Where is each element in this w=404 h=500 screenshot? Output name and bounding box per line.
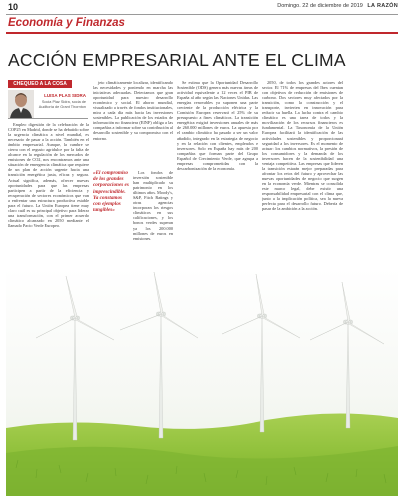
body-column-2 [93, 80, 173, 168]
column-tag: CHEQUEO A LA COSA [8, 80, 72, 88]
body-text: jeto climáticamente localizar, identificando las necesidades y poniendo en marcha las iniciativas adecuadas. Detectamos que gran oportunidad para nuestro desarrollo económico y social. El ahorro mundial, visualizado a través de fondos institucionales, mira a cada día más hacia las inversiones sostenibles. La publicación de los estados de información no financiera (EINF) obliga a las compañías a informar sobre su contribución al desarrollo sostenible y su compromiso con el entorno. [93, 80, 173, 141]
page-number: 10 [8, 2, 19, 12]
author-name: LUISA PLAS SIDRA [44, 93, 86, 98]
newspaper-name: LA RAZÓN [367, 3, 398, 9]
body-column-4 [262, 80, 343, 275]
author-role: Socia Plaz Sidra, socia de Auditoría de Grant Thornton [38, 100, 86, 109]
page-header [6, 2, 398, 14]
section-title: Economía y Finanzas [8, 17, 125, 29]
wind-turbines-photo [6, 268, 398, 496]
issue-date: Domingo. 22 de diciembre de 2019 [277, 3, 363, 9]
article-headline: ACCIÓN EMPRESARIAL ANTE EL CLIMA [8, 50, 346, 70]
body-text: 2050, de todos los grandes actores del sector. El 71% de empresas del Ibex cuentan con objetivos de reducción de emisiones de carbono. Dos sectores muy afectados por la transición, como la construcción y el transporte, invierten en innovación para reducir su huella. La lucha contra el cambio climático es una tarea de todos y la movilización de los recursos financieros es fundamental. La Taxonomía de la Unión Europea facilitará la identificación de las actividades sostenibles y proporcionará seguridad a los inversores. Es el momento de actuar: los cambios normativos, la presión de los consumidores y la demanda de los inversores hacen de la sostenibilidad una ventaja competitiva. Las empresas que lideren la transición estarán mejor preparadas para afrontar los retos del futuro y aprovechar las nuevas oportunidades de negocio que surgen en la economía verde. Mientras se consolida este marco legal, debe existir una responsabilidad empresarial con el clima que, junto a la implicación política, sea la nueva perfecta para el desarrollo futuro. Debería de pasar de la ambición a la acción. [262, 80, 343, 212]
body-column-2b [133, 170, 173, 274]
body-text: Se estima que la Oportunidad Desarrollo Sostenible (ODS) genera más nuevas áreas de actividad equivalente a 12 veces el PIB de España al año según las Naciones Unidas. Las energías renovables ya suponen una parte creciente de la producción eléctrica y la Comisión Europea reservará el 25% de su presupuesto a fines climáticos. La transición energética exigirá inversiones anuales de más de 260.000 millones de euros. La apuesta por el cambio climático ha pasado a ser un valor añadido, integrado en la estrategia de negocio y en la relación con clientes, empleados e inversores. Solo en España hay más de 200 compañías que forman parte del Grupo Español de Crecimiento Verde, que agrupa a empresas comprometidas con la descarbonización de la economía. [177, 80, 258, 171]
author-divider [8, 118, 88, 119]
header-divider [6, 14, 398, 15]
body-text: Los fondos de inversión sostenible han multiplicado su patrimonio en los últimos años. Moody's, S&P, Fitch Ratings y otras agencias incorporan los riesgos climáticos en sus calificaciones, y los bonos verdes superan ya los 200.000 millones de euros en emisiones. [133, 170, 173, 241]
body-column-3 [177, 80, 258, 215]
wind-turbine-icon [6, 268, 398, 496]
section-divider [6, 32, 398, 34]
author-portrait-icon [8, 90, 34, 118]
body-column-1 [8, 122, 89, 275]
header-meta [277, 3, 398, 9]
pull-quote: «El compromiso de los grandes corporaciones es imprescindible. Ya constamos con ejemplos tangibles» [93, 170, 129, 214]
author-avatar [8, 90, 34, 118]
body-text: Empleo digestión de la celebración de la COP25 en Madrid, donde se ha debatido sobre la urgencia climática a nivel mundial, es necesario de pasar a la acción. También en el ámbito empresarial. Aunque, la cumbre se cierra con el regusto agridulce por la falta de alcance en la regulación de los mercados de emisiones de CO2, nos encontramos ante una situación de emergencia climática que requiere de un plan de acción urgente hacia una transición energética justa, eficaz y segura. Actual significa, además, ofrecer nuevas oportunidades para que las empresas participen a partir de la eficiencia y recuperación de sectores económicos que van a enfrentar una estructura productiva estable para el futuro. La Unión Europea tiene muy claro cuál es su principal objetivo para liderar una transformación, con el primer acuerdo climático alcanzado en 2050 mediante el llamado Pacto Verde Europeo. [8, 122, 89, 228]
